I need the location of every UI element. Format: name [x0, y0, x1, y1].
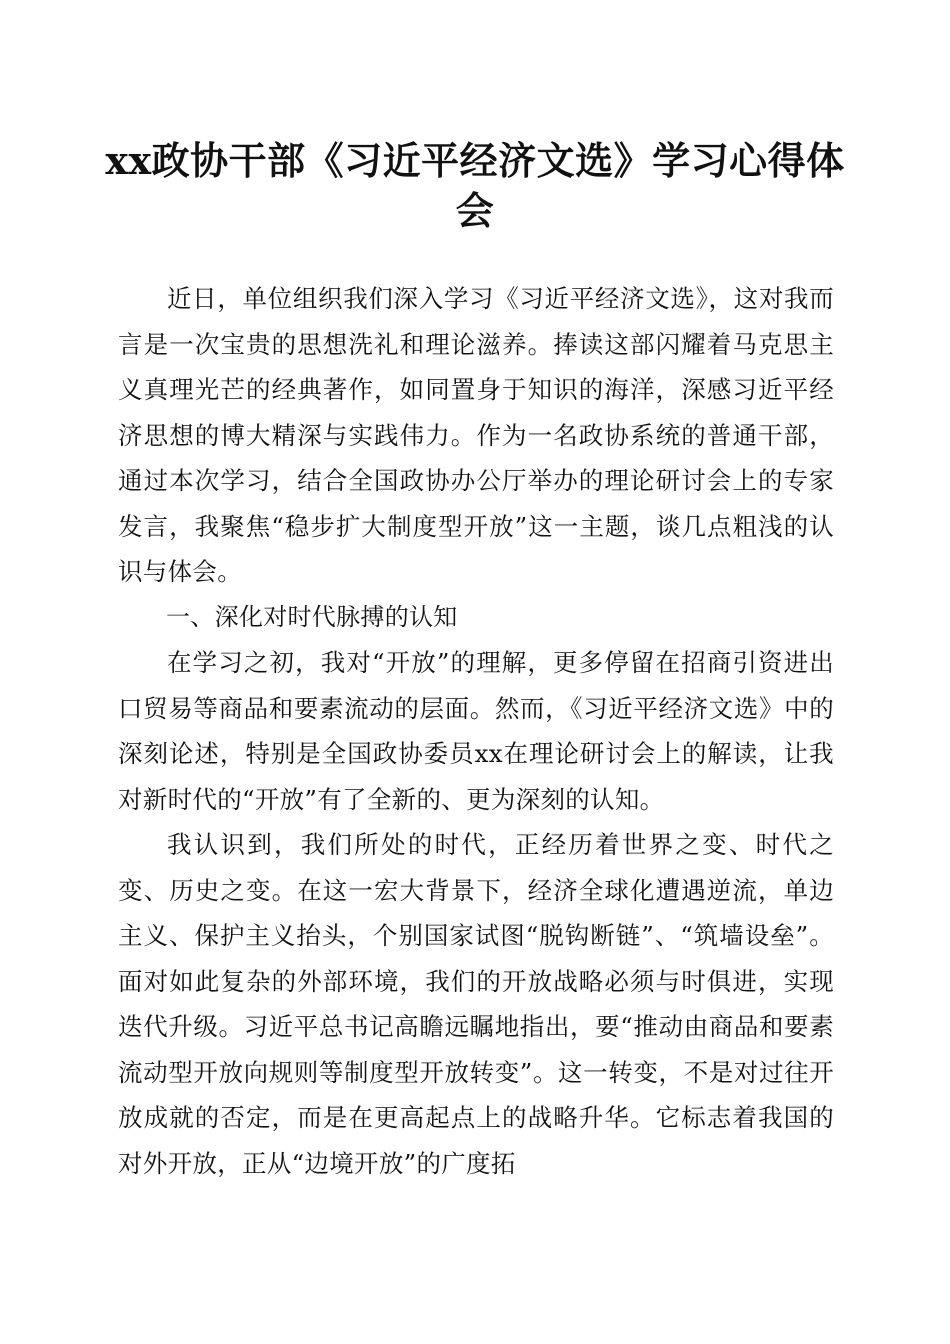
section-heading-1: 一、深化对时代脉搏的认知 [166, 602, 458, 631]
document-title: xx政协干部《习近平经济文选》学习心得体会 [105, 138, 845, 233]
document-body [118, 276, 834, 1186]
paragraph-intro: 近日，单位组织我们深入学习《习近平经济文选》，这对我而言是一次宝贵的思想洗礼和理论滋养。捧读这部闪耀着马克思主义真理光芒的经典著作，如同置身于知识的海洋，深感习近平经济思想的博大精深与实践伟力。作为一名政协系统的普通干部，通过本次学习，结合全国政协办公厅举办的理论研讨会上的专家发言，我聚焦“稳步扩大制度型开放”这一主题，谈几点粗浅的认识与体会。 [118, 284, 834, 586]
paragraph-section1-a: 在学习之初，我对“开放”的理解，更多停留在招商引资进出口贸易等商品和要素流动的层面。然而，《习近平经济文选》中的深刻论述，特别是全国政协委员xx在理论研讨会上的解读，让我对新时代的“开放”有了全新的、更为深刻的认知。 [118, 648, 834, 814]
paragraph-section1-b: 我认识到，我们所处的时代，正经历着世界之变、时代之变、历史之变。在这一宏大背景下，经济全球化遭遇逆流，单边主义、保护主义抬头，个别国家试图“脱钩断链”、“筑墙设垒”。面对如此复杂的外部环境，我们的开放战略必须与时俱进，实现迭代升级。习近平总书记高瞻远瞩地指出，要“推动由商品和要素流动型开放向规则等制度型开放转变”。这一转变，不是对过往开放成就的否定，而是在更高起点上的战略升华。它标志着我国的对外开放，正从“边境开放”的广度拓 [118, 830, 834, 1178]
